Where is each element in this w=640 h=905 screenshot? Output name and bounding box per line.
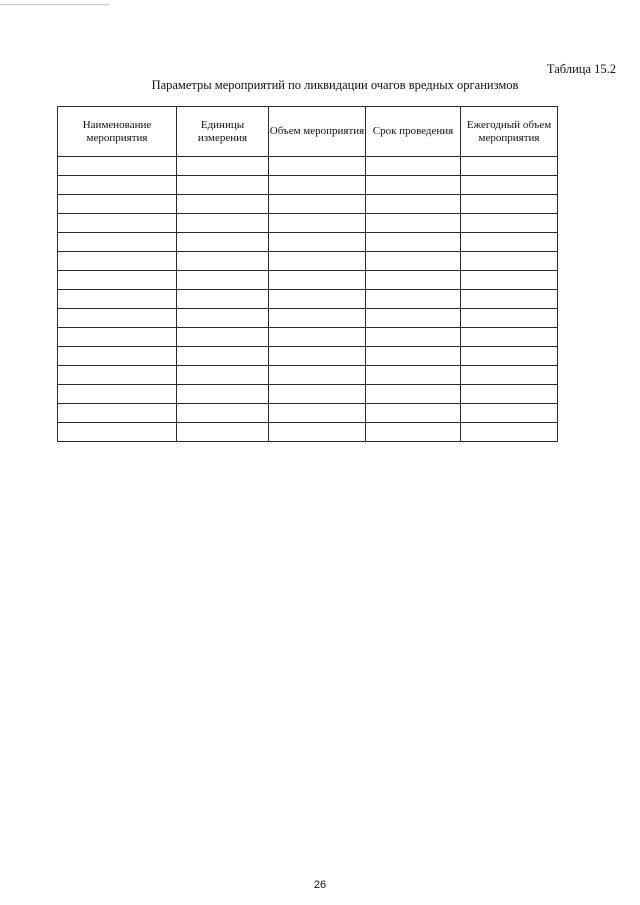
table-cell	[366, 195, 461, 214]
table-cell	[58, 385, 177, 404]
table-cell	[269, 271, 366, 290]
table-cell	[177, 157, 269, 176]
table-row	[58, 233, 558, 252]
table-cell	[269, 385, 366, 404]
table-cell	[177, 290, 269, 309]
table-cell	[461, 385, 558, 404]
table-row	[58, 328, 558, 347]
table-cell	[269, 366, 366, 385]
table-cell	[177, 195, 269, 214]
table-cell	[461, 214, 558, 233]
table-cell	[58, 347, 177, 366]
table-cell	[366, 347, 461, 366]
table-cell	[461, 404, 558, 423]
table-cell	[58, 157, 177, 176]
table-cell	[461, 271, 558, 290]
table-cell	[366, 157, 461, 176]
page-number: 26	[313, 879, 327, 891]
table-cell	[269, 176, 366, 195]
table-cell	[58, 233, 177, 252]
table-row	[58, 195, 558, 214]
table-row	[58, 252, 558, 271]
table-cell	[269, 233, 366, 252]
table-cell	[461, 176, 558, 195]
table-cell	[177, 309, 269, 328]
column-header-annual-volume: Ежегодный объем мероприятия	[461, 107, 558, 157]
table-cell	[269, 252, 366, 271]
table-cell	[461, 195, 558, 214]
table-row	[58, 309, 558, 328]
table-row	[58, 347, 558, 366]
table-cell	[58, 252, 177, 271]
table-cell	[461, 366, 558, 385]
table-cell	[177, 233, 269, 252]
table-cell	[366, 366, 461, 385]
table-cell	[177, 347, 269, 366]
table-cell	[177, 176, 269, 195]
table-cell	[366, 252, 461, 271]
table-cell	[269, 423, 366, 442]
table-cell	[366, 423, 461, 442]
table-cell	[58, 176, 177, 195]
table-cell	[461, 347, 558, 366]
table-cell	[58, 423, 177, 442]
table-cell	[177, 214, 269, 233]
table-cell	[461, 290, 558, 309]
table-cell	[58, 195, 177, 214]
table-cell	[269, 214, 366, 233]
table-body	[58, 157, 558, 442]
column-header-period: Срок проведения	[366, 107, 461, 157]
table-cell	[366, 271, 461, 290]
table-row	[58, 404, 558, 423]
table-cell	[177, 252, 269, 271]
table-cell	[58, 366, 177, 385]
table-cell	[58, 404, 177, 423]
table-cell	[366, 233, 461, 252]
table-cell	[177, 385, 269, 404]
table-cell	[461, 157, 558, 176]
table-cell	[461, 309, 558, 328]
table-cell	[177, 423, 269, 442]
table-row	[58, 271, 558, 290]
table-row	[58, 157, 558, 176]
table-cell	[269, 347, 366, 366]
table-cell	[461, 328, 558, 347]
table-cell	[461, 423, 558, 442]
table-cell	[177, 328, 269, 347]
table-cell	[366, 385, 461, 404]
table-row	[58, 423, 558, 442]
table-cell	[366, 328, 461, 347]
table-cell	[461, 233, 558, 252]
table-cell	[269, 309, 366, 328]
table-title: Параметры мероприятий по ликвидации очагов вредных организмов	[151, 78, 519, 92]
table-cell	[177, 366, 269, 385]
table-cell	[58, 290, 177, 309]
table-row	[58, 176, 558, 195]
table-number-label: Таблица 15.2	[546, 62, 616, 76]
table-cell	[366, 214, 461, 233]
table-cell	[269, 157, 366, 176]
table-cell	[366, 309, 461, 328]
table-cell	[269, 404, 366, 423]
parameters-table	[57, 106, 558, 442]
table-cell	[269, 290, 366, 309]
table-cell	[58, 271, 177, 290]
table-cell	[58, 309, 177, 328]
table-header-row	[58, 107, 558, 157]
table-row	[58, 214, 558, 233]
table-row	[58, 366, 558, 385]
table-cell	[58, 214, 177, 233]
table-cell	[366, 176, 461, 195]
table-cell	[269, 195, 366, 214]
table-row	[58, 290, 558, 309]
table-cell	[269, 328, 366, 347]
table-cell	[366, 404, 461, 423]
table-row	[58, 385, 558, 404]
table-cell	[461, 252, 558, 271]
column-header-activity-name: Наименование мероприятия	[58, 107, 177, 157]
table-cell	[58, 328, 177, 347]
scan-artifact-line	[0, 4, 110, 5]
table-cell	[177, 404, 269, 423]
column-header-volume: Объем мероприятия	[269, 107, 366, 157]
table-cell	[177, 271, 269, 290]
table-cell	[366, 290, 461, 309]
column-header-units: Единицы измерения	[177, 107, 269, 157]
